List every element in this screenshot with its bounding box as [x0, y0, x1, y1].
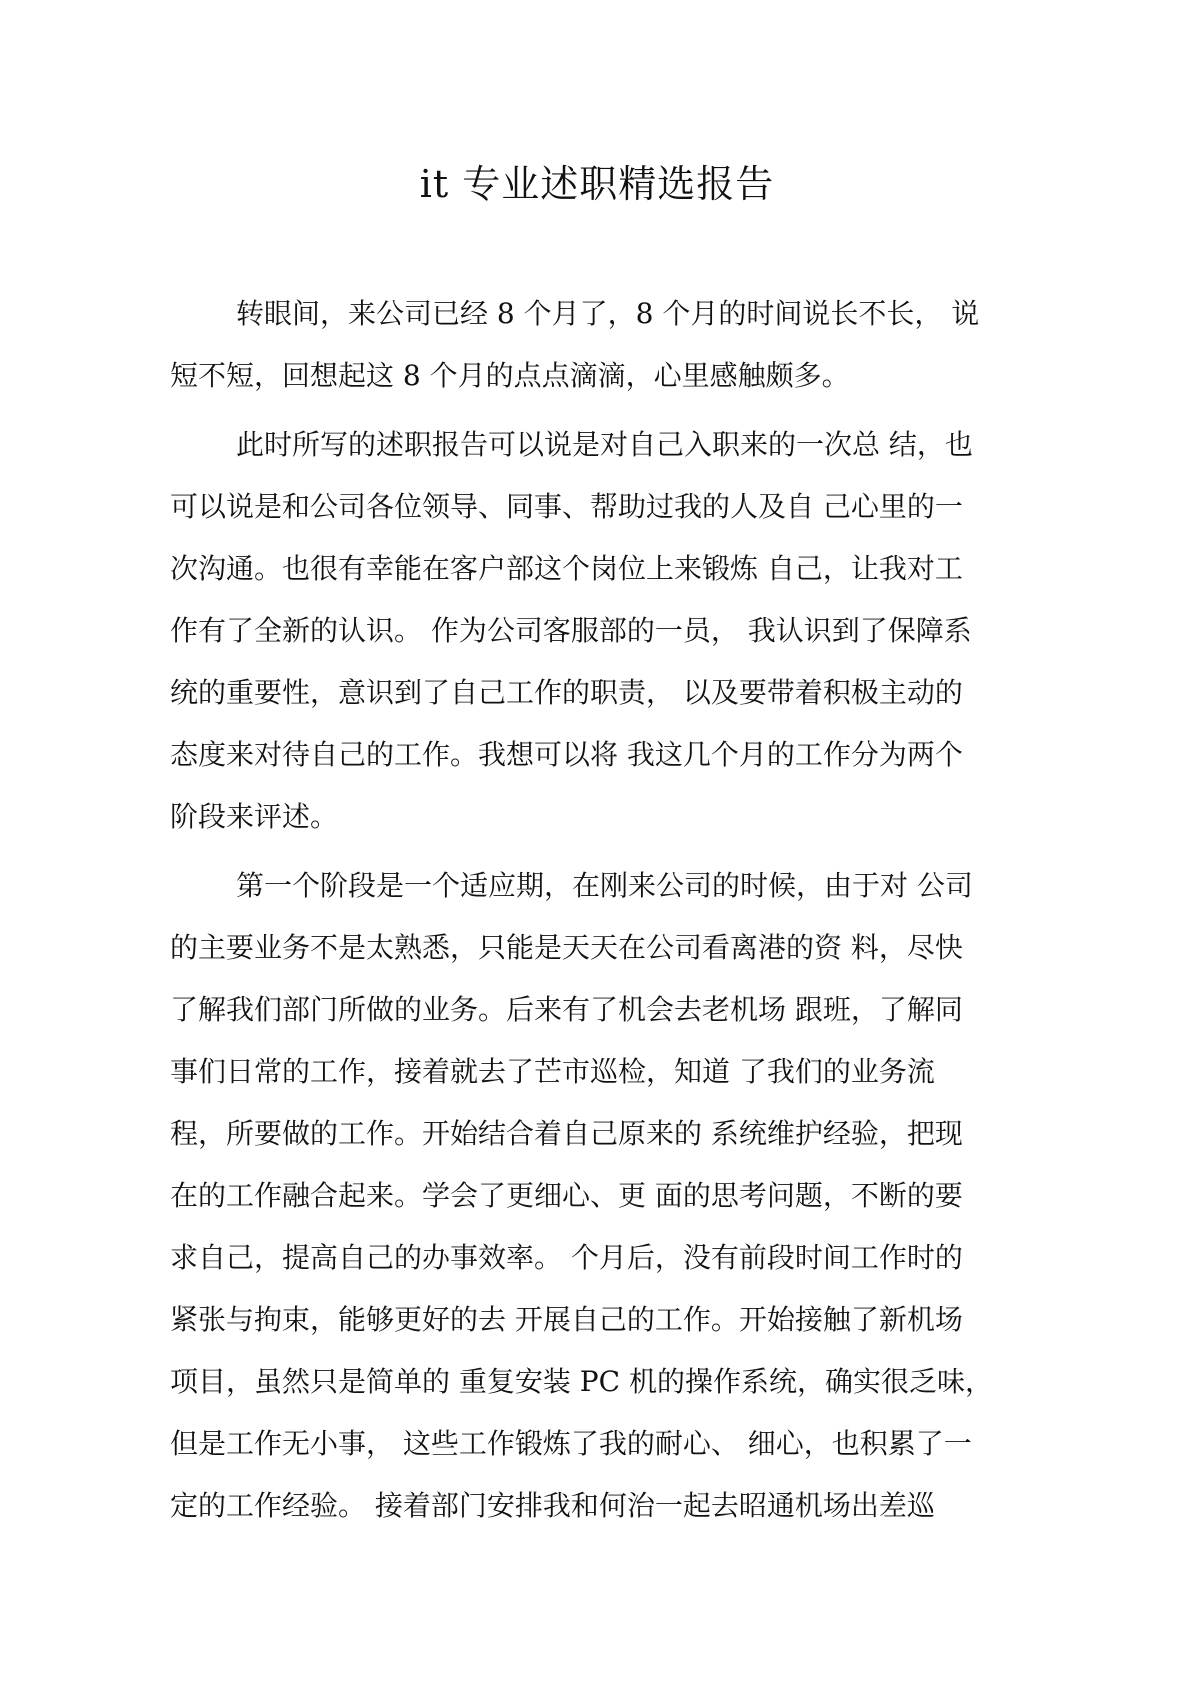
- text-line: 短不短，回想起这 8 个月的点点滴滴，心里感触颇多。: [170, 359, 850, 392]
- text-line: 项目，虽然只是简单的 重复安装 PC 机的操作系统，确实很乏味，: [170, 1365, 993, 1398]
- text-line: 但是工作无小事， 这些工作锻炼了我的耐心、 细心，也积累了一: [170, 1427, 972, 1460]
- paragraph-3: [170, 855, 1020, 1537]
- text-line: 可以说是和公司各位领导、同事、帮助过我的人及自 己心里的一: [170, 490, 963, 523]
- text-line: 定的工作经验。 接着部门安排我和何治一起去昭通机场出差巡: [170, 1489, 935, 1522]
- text-line: 第一个阶段是一个适应期，在刚来公司的时候，由于对 公司: [236, 869, 973, 902]
- paragraph-2: [170, 414, 1020, 848]
- text-line: 阶段来评述。: [170, 800, 339, 833]
- document-title: it 专业述职精选报告: [419, 162, 775, 206]
- text-line: 紧张与拘束，能够更好的去 开展自己的工作。开始接触了新机场: [170, 1303, 963, 1336]
- text-line: 作有了全新的认识。 作为公司客服部的一员， 我认识到了保障系: [170, 614, 972, 647]
- text-line: 求自己，提高自己的办事效率。 个月后，没有前段时间工作时的: [170, 1241, 963, 1274]
- paragraph-1: [170, 283, 1020, 407]
- text-line: 次沟通。也很有幸能在客户部这个岗位上来锻炼 自己，让我对工: [170, 552, 963, 585]
- text-line: 态度来对待自己的工作。我想可以将 我这几个月的工作分为两个: [170, 738, 963, 771]
- text-line: 了解我们部门所做的业务。后来有了机会去老机场 跟班，了解同: [170, 993, 963, 1026]
- text-line: 此时所写的述职报告可以说是对自己入职来的一次总 结，也: [236, 428, 973, 461]
- text-line: 在的工作融合起来。学会了更细心、更 面的思考问题，不断的要: [170, 1179, 963, 1212]
- text-line: 统的重要性，意识到了自己工作的职责， 以及要带着积极主动的: [170, 676, 963, 709]
- text-line: 转眼间，来公司已经 8 个月了，8 个月的时间说长不长， 说: [236, 297, 980, 330]
- text-line: 的主要业务不是太熟悉，只能是天天在公司看离港的资 料，尽快: [170, 931, 963, 964]
- document-body: [170, 283, 1020, 1544]
- text-line: 事们日常的工作，接着就去了芒市巡检，知道 了我们的业务流: [170, 1055, 935, 1088]
- text-line: 程，所要做的工作。开始结合着自己原来的 系统维护经验，把现: [170, 1117, 963, 1150]
